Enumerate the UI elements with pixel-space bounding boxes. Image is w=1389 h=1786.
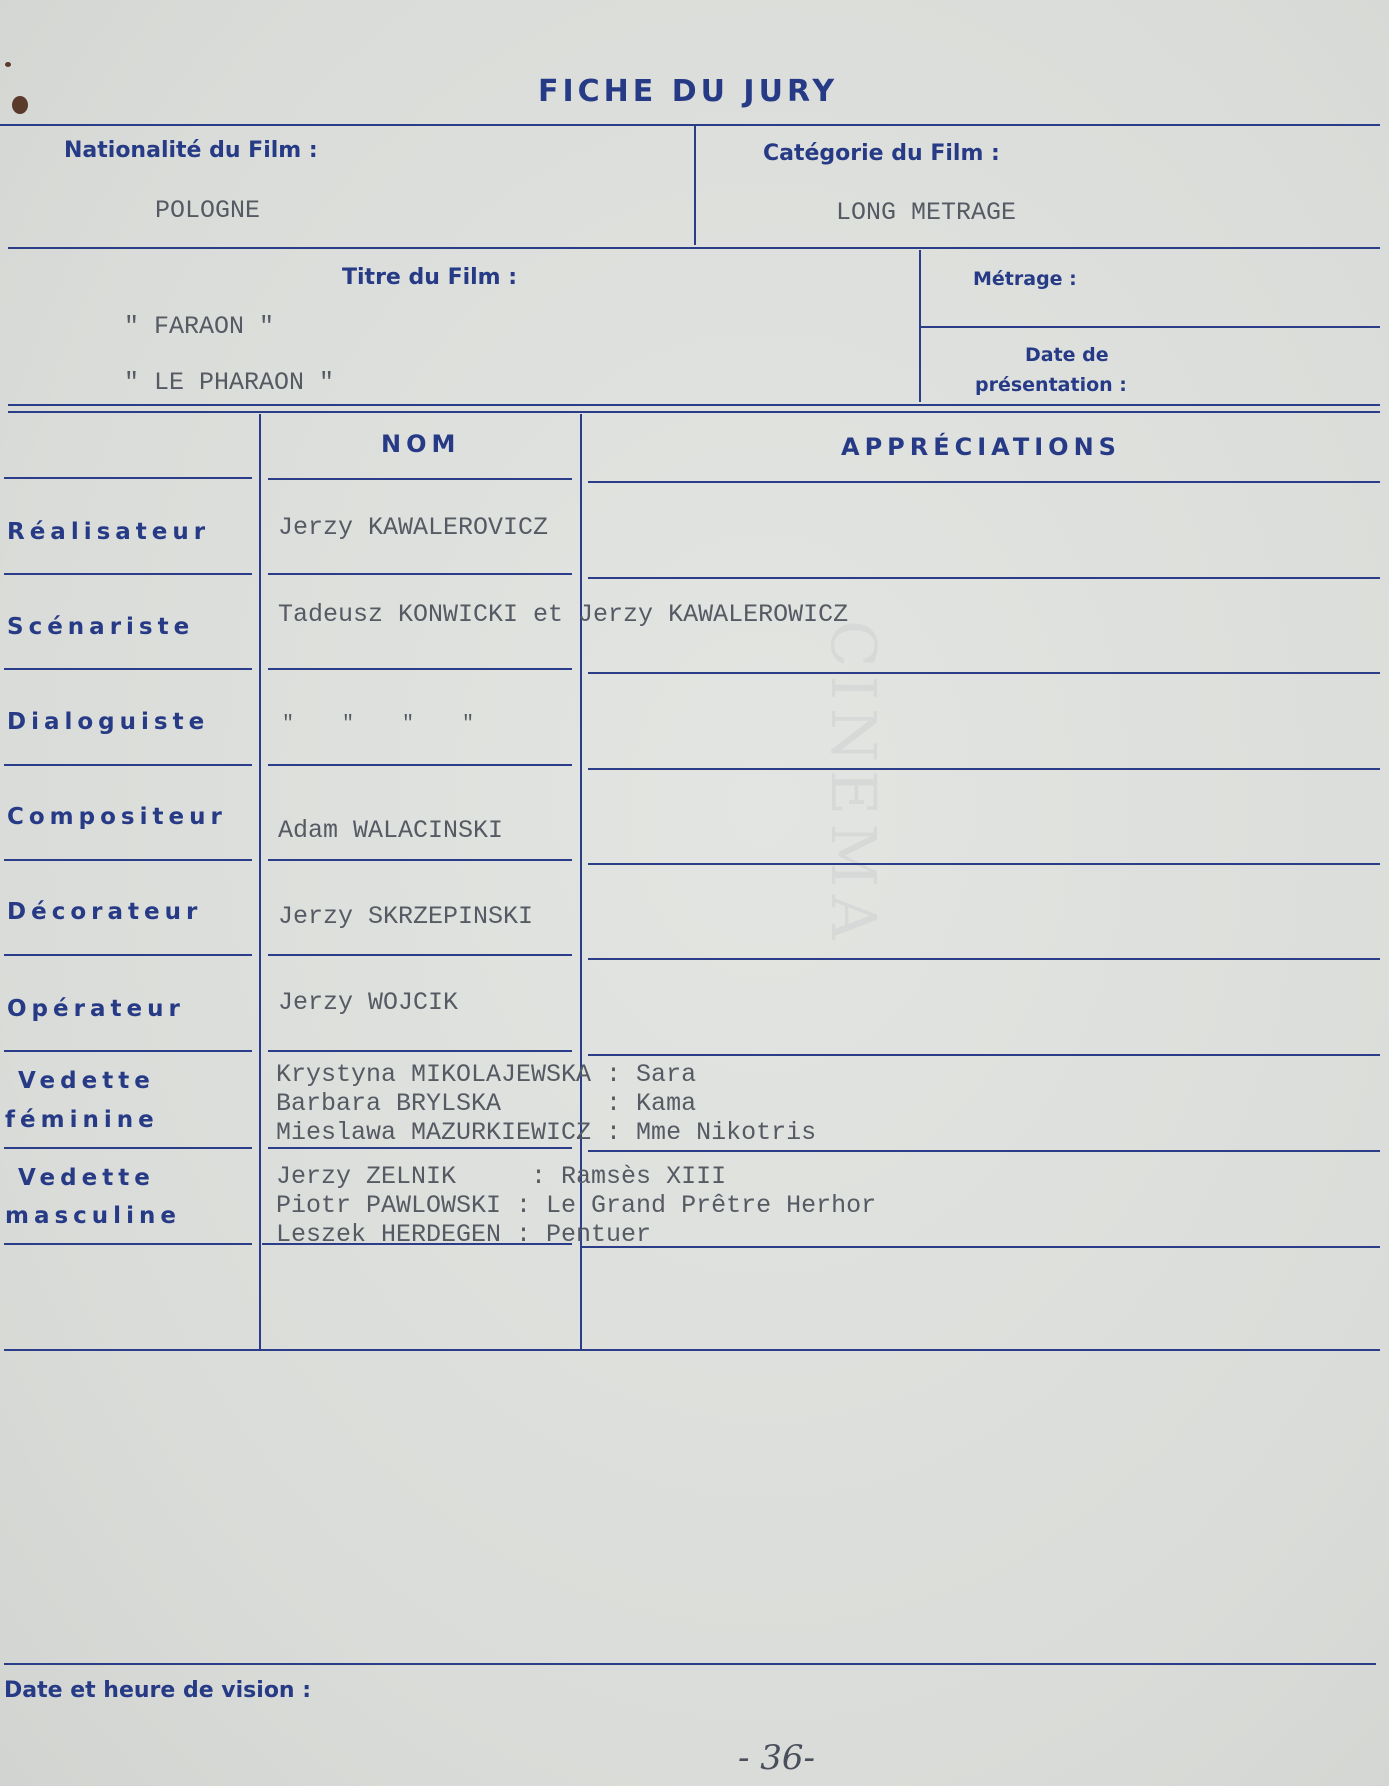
length-label: Métrage : <box>973 268 1077 290</box>
column-header-appreciations: APPRÉCIATIONS <box>841 433 1121 461</box>
row-label-writer: Scénariste <box>7 614 195 640</box>
column-header-name: NOM <box>381 430 461 458</box>
row-label-cinematographer: Opérateur <box>7 996 185 1022</box>
row-divider <box>588 863 1380 865</box>
nationality-value: POLOGNE <box>155 196 261 225</box>
row-divider <box>268 764 572 766</box>
row-divider <box>4 573 252 575</box>
ink-speck <box>5 62 11 67</box>
viewing-date-label: Date et heure de vision : <box>4 1678 312 1703</box>
row-divider <box>4 954 252 956</box>
divider <box>8 404 1380 406</box>
cinematographer-name: Jerzy WOJCIK <box>278 988 459 1017</box>
row-divider <box>588 481 1380 483</box>
row-divider <box>588 577 1380 579</box>
row-divider <box>268 954 572 956</box>
ink-stain <box>12 96 28 114</box>
row-divider <box>4 764 252 766</box>
row-label-director: Réalisateur <box>7 519 211 545</box>
category-value: LONG METRAGE <box>836 198 1017 227</box>
row-divider <box>4 1050 252 1052</box>
female-lead-line-2: Barbara BRYLSKA : Kama <box>276 1089 697 1118</box>
row-divider <box>588 768 1380 770</box>
row-label-male-lead-2: masculine <box>5 1203 181 1229</box>
female-lead-line-1: Krystyna MIKOLAJEWSKA : Sara <box>276 1060 697 1089</box>
row-label-female-lead-2: féminine <box>5 1107 159 1133</box>
table-bottom-border <box>4 1349 1380 1351</box>
divider <box>4 1663 1376 1665</box>
writer-name: Tadeusz KONWICKI et Jerzy KAWALEROWICZ <box>278 600 849 629</box>
row-label-set-designer: Décorateur <box>7 899 203 925</box>
film-title-1: " FARAON " <box>124 312 275 341</box>
male-lead-line-3: Leszek HERDEGEN : Pentuer <box>276 1220 652 1249</box>
row-label-female-lead-1: Vedette <box>18 1068 155 1094</box>
male-lead-line-2: Piotr PAWLOWSKI : Le Grand Prêtre Herhor <box>276 1191 877 1220</box>
row-divider <box>588 1150 1380 1152</box>
presentation-date-label-1: Date de <box>1025 344 1109 366</box>
row-divider <box>4 668 252 670</box>
row-divider <box>268 573 572 575</box>
row-divider <box>4 1147 252 1149</box>
male-lead-line-1: Jerzy ZELNIK : Ramsès XIII <box>276 1162 727 1191</box>
row-divider <box>4 1243 252 1245</box>
row-divider <box>588 1054 1380 1056</box>
row-divider <box>4 477 252 479</box>
film-title-label: Titre du Film : <box>342 265 518 290</box>
row-divider <box>588 672 1380 674</box>
page-number: - 36- <box>738 1738 816 1778</box>
row-divider <box>268 478 572 480</box>
column-divider <box>259 414 261 1350</box>
form-title: FICHE DU JURY <box>538 74 839 109</box>
row-divider <box>582 1246 1380 1248</box>
presentation-date-label-2: présentation : <box>975 374 1127 396</box>
divider <box>8 247 1380 249</box>
row-divider <box>268 668 572 670</box>
row-divider <box>268 859 572 861</box>
row-label-dialogue: Dialoguiste <box>7 709 210 735</box>
film-title-2: " LE PHARAON " <box>124 368 335 397</box>
set-designer-name: Jerzy SKRZEPINSKI <box>278 902 534 931</box>
director-name: Jerzy KAWALEROVICZ <box>278 513 549 542</box>
row-divider <box>588 958 1380 960</box>
composer-name: Adam WALACINSKI <box>278 816 504 845</box>
row-label-male-lead-1: Vedette <box>18 1165 155 1191</box>
divider <box>921 326 1380 328</box>
divider <box>694 125 696 245</box>
row-divider <box>268 1147 572 1149</box>
category-label: Catégorie du Film : <box>763 141 1000 166</box>
row-divider <box>268 1050 572 1052</box>
row-label-composer: Compositeur <box>7 804 227 830</box>
stamp-watermark: CINEMA <box>817 620 890 948</box>
divider <box>8 411 1380 413</box>
nationality-label: Nationalité du Film : <box>64 138 318 163</box>
divider <box>0 124 1380 126</box>
row-divider <box>4 859 252 861</box>
female-lead-line-3: Mieslawa MAZURKIEWICZ : Mme Nikotris <box>276 1118 817 1147</box>
dialogue-ditto: " " " " <box>282 713 475 736</box>
